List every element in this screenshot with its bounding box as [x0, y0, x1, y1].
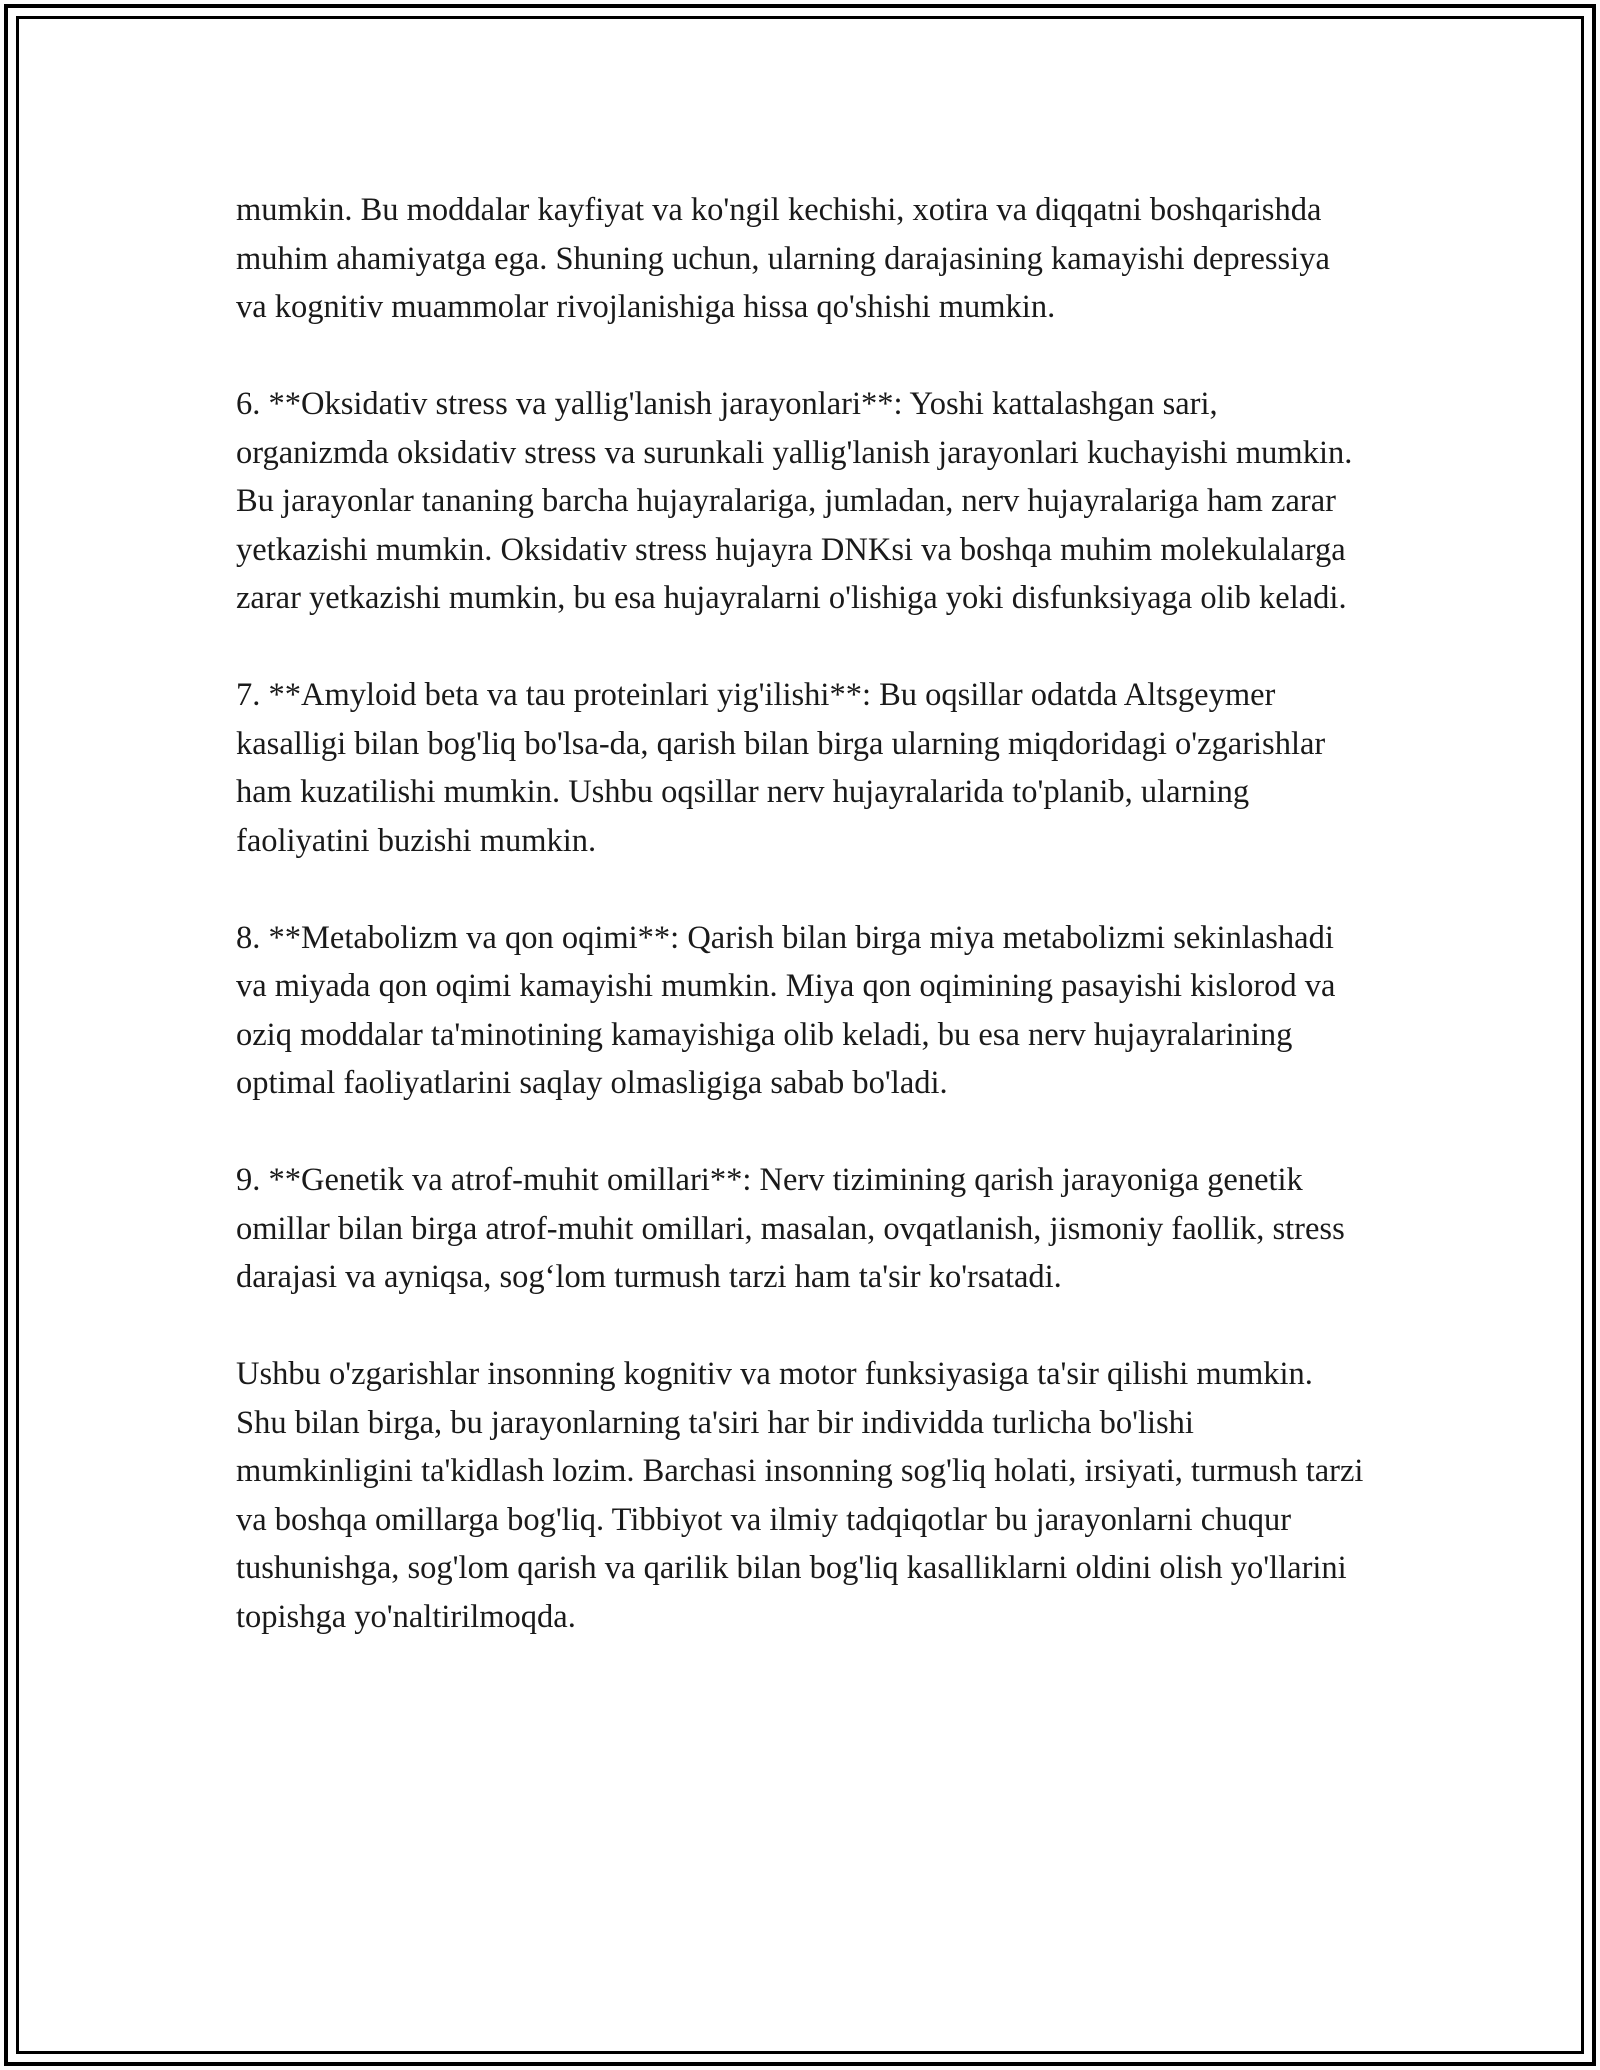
paragraph-item-9: 9. **Genetik va atrof-muhit omillari**: Nerv tizimining qarish jarayoniga genetik omillar bilan birga atrof-muhit omillari, masalan, ovqatlanish, jismoniy faollik, stress darajasi va ayniqsa, sog‘lom turmush tarzi ham ta'sir ko'rsatadi.	[236, 1162, 1345, 1295]
paragraph-continuation: mumkin. Bu moddalar kayfiyat va ko'ngil kechishi, xotira va diqqatni boshqarishda muhim ahamiyatga ega. Shuning uchun, ularning darajasining kamayishi depressiya va kognitiv muammolar rivojlanishiga hissa qo'shishi mumkin.	[236, 192, 1330, 325]
paragraph-conclusion: Ushbu o'zgarishlar insonning kognitiv va motor funksiyasiga ta'sir qilishi mumkin. Shu bilan birga, bu jarayonlarning ta'siri har bir individda turlicha bo'lishi mumkinligini ta'kidlash lozim. Barchasi insonning sog'liq holati, irsiyati, turmush tarzi va boshqa omillarga bog'liq. Tibbiyot va ilmiy tadqiqotlar bu jarayonlarni chuqur tushunishga, sog'lom qarish va qarilik bilan bog'liq kasalliklarni oldini olish yo'llarini topishga yo'naltirilmoqda.	[236, 1356, 1364, 1635]
paragraph-item-7: 7. **Amyloid beta va tau proteinlari yig'ilishi**: Bu oqsillar odatda Altsgeymer kasalligi bilan bog'liq bo'lsa-da, qarish bilan birga ularning miqdoridagi o'zgarishlar ham kuzatilishi mumkin. Ushbu oqsillar nerv hujayralarida to'planib, ularning faoliyatini buzishi mumkin.	[236, 677, 1326, 859]
document-body	[236, 186, 1366, 1641]
paragraph-item-8: 8. **Metabolizm va qon oqimi**: Qarish bilan birga miya metabolizmi sekinlashadi va miyada qon oqimi kamayishi mumkin. Miya qon oqimining pasayishi kislorod va oziq moddalar ta'minotining kamayishiga olib keladi, bu esa nerv hujayralarining optimal faoliyatlarini saqlay olmasligiga sabab bo'ladi.	[236, 919, 1336, 1101]
paragraph-item-6: 6. **Oksidativ stress va yallig'lanish jarayonlari**: Yoshi kattalashgan sari, organizmda oksidativ stress va surunkali yallig'lanish jarayonlari kuchayishi mumkin. Bu jarayonlar tananing barcha hujayralariga, jumladan, nerv hujayralariga ham zarar yetkazishi mumkin. Oksidativ stress hujayra DNKsi va boshqa muhim molekulalarga zarar yetkazishi mumkin, bu esa hujayralarni o'lishiga yoki disfunksiyaga olib keladi.	[236, 386, 1353, 616]
